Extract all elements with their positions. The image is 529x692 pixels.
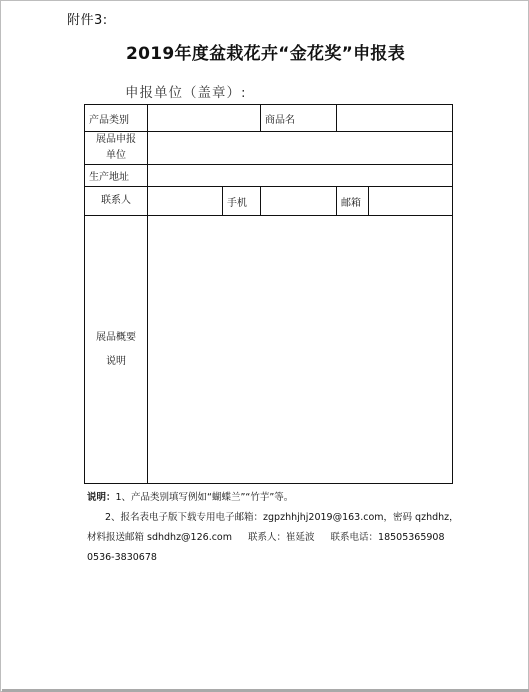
email-label: 邮箱 <box>337 187 369 216</box>
note-2-line-2 <box>87 528 467 548</box>
form-row-unit <box>85 132 453 165</box>
form-row-summary <box>85 216 453 484</box>
note-1 <box>87 488 467 508</box>
product-name-field[interactable] <box>337 105 453 132</box>
exhibit-unit-label-line1: 展品申报 <box>96 134 136 145</box>
contact-person: 联系人：崔延波 <box>248 532 315 543</box>
exhibit-summary-label-line1: 展品概要 <box>96 331 136 343</box>
mobile-label: 手机 <box>223 187 261 216</box>
note-1-text: 1、产品类别填写例如“蝴蝶兰”“竹芋”等。 <box>115 492 294 503</box>
contact-person-field[interactable] <box>148 187 223 216</box>
form-row-address <box>85 165 453 187</box>
form-row-contact <box>85 187 453 216</box>
note-2-line-1: 2、报名表电子版下载专用电子邮箱：zgpzhhjhj2019@163.com，密码 qzhdhz， <box>105 512 459 523</box>
attachment-label: 附件3: <box>67 13 108 28</box>
note-2-line-3: 0536-3830678 <box>87 552 157 563</box>
document-title: 2019年度盆栽花卉“金花奖”申报表 <box>125 44 406 64</box>
production-address-label: 生产地址 <box>85 165 148 187</box>
exhibit-summary-label-line2: 说明 <box>106 355 126 367</box>
exhibit-summary-label <box>85 216 148 484</box>
notes-prefix: 说明： <box>87 492 116 503</box>
contact-person-label: 联系人 <box>85 187 148 216</box>
notes-section <box>87 488 467 568</box>
exhibit-summary-field[interactable] <box>148 216 453 484</box>
product-category-field[interactable] <box>148 105 261 132</box>
product-name-label: 商品名 <box>261 105 337 132</box>
form-row-product <box>85 105 453 132</box>
applicant-unit-label: 申报单位（盖章）: <box>125 85 247 101</box>
email-field[interactable] <box>369 187 453 216</box>
contact-phone: 联系电话：18505365908 <box>330 532 445 543</box>
mobile-field[interactable] <box>261 187 337 216</box>
exhibit-unit-label <box>85 132 148 165</box>
submission-email: 材料报送邮箱 sdhdhz@126.com <box>87 532 233 543</box>
production-address-field[interactable] <box>148 165 453 187</box>
exhibit-unit-label-line2: 单位 <box>106 150 126 161</box>
product-category-label: 产品类别 <box>85 105 148 132</box>
application-form-table <box>84 104 453 484</box>
exhibit-unit-field[interactable] <box>148 132 453 165</box>
